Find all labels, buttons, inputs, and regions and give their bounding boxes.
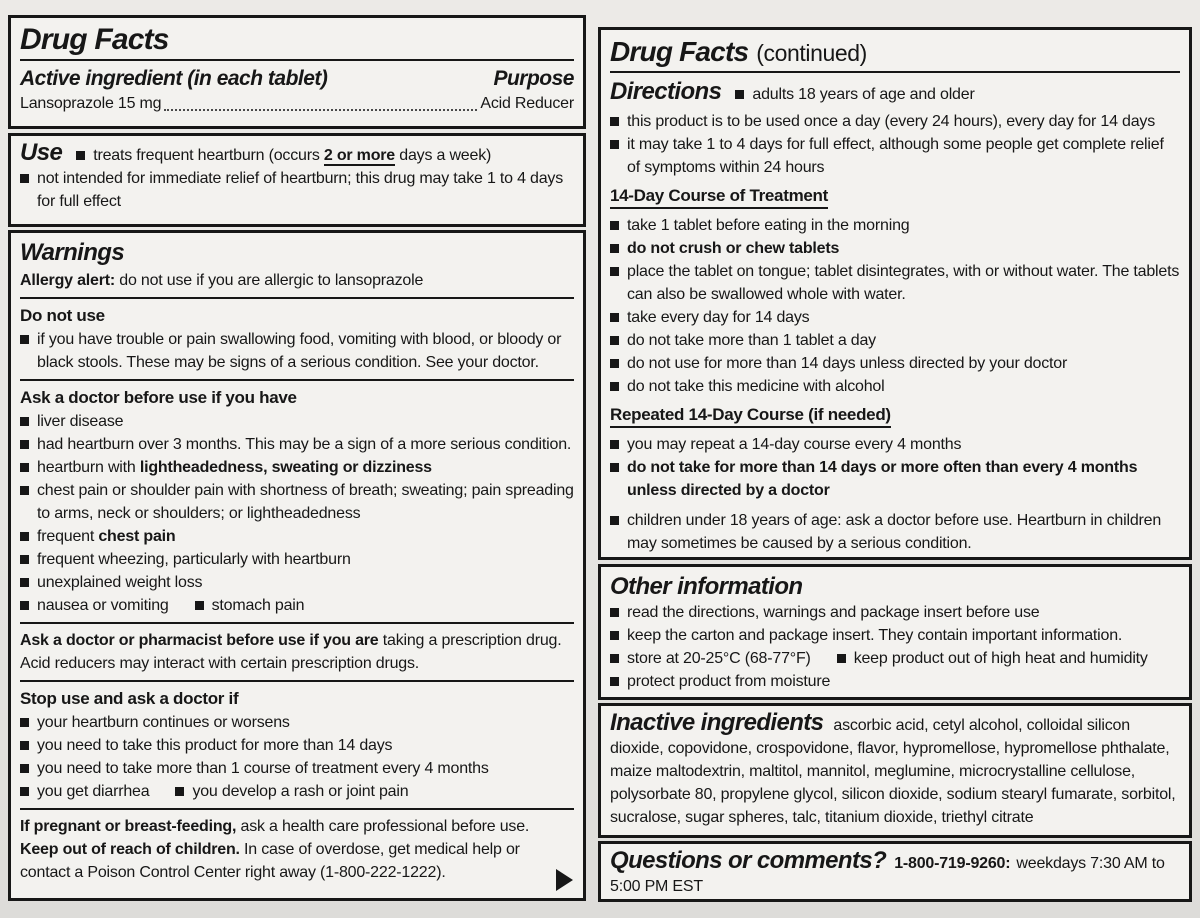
questions-paragraph bbox=[610, 849, 1180, 898]
list-item bbox=[610, 110, 1180, 133]
item-text: do not take more than 1 tablet a day bbox=[627, 332, 876, 349]
item-text: not intended for immediate relief of heartburn; this drug may take 1 to 4 days for full effect bbox=[37, 170, 564, 210]
emphasized-text: do not crush or chew tablets bbox=[627, 240, 840, 257]
item-text: if you have trouble or pain swallowing food, vomiting with blood, or bloody or black stools. These may be signs of a serious condition. See your doctor. bbox=[37, 331, 562, 371]
list-item bbox=[610, 433, 1180, 456]
other-information-box bbox=[598, 564, 1192, 700]
divider bbox=[20, 297, 574, 299]
list-item bbox=[610, 214, 1180, 237]
use-title: Use bbox=[20, 139, 63, 166]
directions-title: Directions bbox=[610, 78, 722, 105]
right-column bbox=[598, 27, 1192, 918]
bullet-square-icon bbox=[610, 359, 619, 368]
item-text: children under 18 years of age: ask a doctor before use. Heartburn in children may sometimes be caused by a serious condition. bbox=[627, 512, 1162, 552]
item-text: adults 18 years of age and older bbox=[752, 86, 975, 103]
list-item bbox=[20, 734, 574, 757]
bullet-square-icon bbox=[610, 516, 619, 525]
repeated-course-section bbox=[610, 398, 1180, 555]
list-item bbox=[20, 433, 574, 456]
ask-pharmacist-text: taking a prescription drug. Acid reducers may interact with certain prescription drugs. bbox=[20, 632, 562, 672]
item-text: you may repeat a 14-day course every 4 months bbox=[627, 436, 962, 453]
item-text: you get diarrhea bbox=[37, 783, 150, 800]
purpose-value: Acid Reducer bbox=[480, 95, 574, 112]
list-item bbox=[20, 456, 574, 479]
divider bbox=[20, 808, 574, 810]
item-text: protect product from moisture bbox=[627, 673, 831, 690]
bullet-square-icon bbox=[610, 608, 619, 617]
directions-box bbox=[598, 27, 1192, 560]
other-information-title: Other information bbox=[610, 573, 803, 600]
item-text: it may take 1 to 4 days for full effect, although some people get complete relief of symptoms within 24 hours bbox=[627, 136, 1164, 176]
divider bbox=[610, 71, 1180, 73]
bullet-square-icon bbox=[610, 382, 619, 391]
phone-number: 1-800-719-9260: bbox=[894, 855, 1011, 872]
bullet-square-icon bbox=[610, 463, 619, 472]
list-item bbox=[610, 624, 1180, 647]
bullet-square-icon bbox=[20, 764, 29, 773]
list-item bbox=[20, 757, 574, 780]
allergy-alert-label: Allergy alert: bbox=[20, 272, 116, 289]
bullet-square-icon bbox=[610, 117, 619, 126]
list-item-dual bbox=[20, 594, 574, 617]
allergy-alert-line bbox=[20, 269, 574, 292]
dotted-leader bbox=[164, 109, 477, 111]
item-text: do not take this medicine with alcohol bbox=[627, 378, 885, 395]
list-item bbox=[20, 711, 574, 734]
warnings-title: Warnings bbox=[20, 239, 125, 266]
bullet-square-icon bbox=[610, 336, 619, 345]
emphasized-text: 2 or more bbox=[323, 147, 396, 164]
item-text: you need to take more than 1 course of treatment every 4 months bbox=[37, 760, 489, 777]
bullet-square-icon bbox=[837, 654, 846, 663]
bullet-square-icon bbox=[610, 313, 619, 322]
pregnant-line bbox=[20, 815, 574, 838]
bullet-square-icon bbox=[195, 601, 204, 610]
list-item bbox=[610, 260, 1180, 306]
bullet-square-icon bbox=[20, 335, 29, 344]
item-text: liver disease bbox=[37, 413, 124, 430]
list-item bbox=[610, 509, 1180, 555]
item-text: unexplained weight loss bbox=[37, 574, 203, 591]
bullet-square-icon bbox=[610, 654, 619, 663]
ingredient-name: Lansoprazole 15 mg bbox=[20, 95, 162, 112]
keep-out-line bbox=[20, 838, 574, 884]
list-item bbox=[20, 548, 574, 571]
continue-arrow-icon bbox=[556, 869, 573, 891]
item-text: had heartburn over 3 months. This may be a sign of a more serious condition. bbox=[37, 436, 572, 453]
bullet-square-icon bbox=[20, 463, 29, 472]
bullet-square-icon bbox=[20, 486, 29, 495]
list-item bbox=[610, 329, 1180, 352]
inactive-ingredients-paragraph bbox=[610, 711, 1180, 829]
inactive-ingredients-text: ascorbic acid, cetyl alcohol, colloidal silicon dioxide, copovidone, crospovidone, flavor, hypromellose, hypromellose phthalate, maize maltodextrin, maltitol, mannitol, meglumine, microcrystalline cellulose, polysorbate 80, propylene glycol, silicon dioxide, sodium stearyl fumarate, sorbitol, sucralose, sugar spheres, talc, titanium dioxide, triethyl citrate bbox=[610, 717, 1176, 826]
active-ingredient-row bbox=[20, 65, 574, 92]
bullet-square-icon bbox=[20, 718, 29, 727]
list-item bbox=[20, 525, 574, 548]
item-text: keep product out of high heat and humidity bbox=[853, 650, 1148, 667]
item-text: treats frequent heartburn (occurs bbox=[93, 147, 324, 164]
bullet-square-icon bbox=[20, 440, 29, 449]
item-text: place the tablet on tongue; tablet disintegrates, with or without water. The tablets can also be swallowed whole with water. bbox=[627, 263, 1180, 303]
use-lead-line bbox=[20, 141, 574, 167]
bullet-square-icon bbox=[20, 601, 29, 610]
pregnant-heading: If pregnant or breast-feeding, bbox=[20, 818, 237, 835]
item-text: read the directions, warnings and package insert before use bbox=[627, 604, 1040, 621]
course14-heading: 14-Day Course of Treatment bbox=[610, 186, 828, 209]
ask-pharmacist-heading: Ask a doctor or pharmacist before use if you are bbox=[20, 632, 379, 649]
bullet-square-icon bbox=[610, 244, 619, 253]
item-text: chest pain or shoulder pain with shortness of breath; sweating; pain spreading to arms, neck or shoulders; or lightheadedness bbox=[37, 482, 574, 522]
list-item bbox=[610, 306, 1180, 329]
list-item-dual bbox=[610, 647, 1180, 670]
emphasized-text: chest pain bbox=[98, 528, 176, 545]
list-item bbox=[20, 167, 574, 213]
list-item bbox=[20, 328, 574, 374]
stop-use-heading: Stop use and ask a doctor if bbox=[20, 689, 239, 708]
bullet-square-icon bbox=[76, 151, 85, 160]
questions-box bbox=[598, 841, 1192, 902]
page-title: Drug Facts bbox=[20, 23, 169, 56]
bullet-square-icon bbox=[20, 787, 29, 796]
bullet-square-icon bbox=[610, 440, 619, 449]
repeated-course-heading: Repeated 14-Day Course (if needed) bbox=[610, 405, 891, 428]
item-text: take every day for 14 days bbox=[627, 309, 810, 326]
list-item bbox=[610, 133, 1180, 179]
bullet-square-icon bbox=[610, 631, 619, 640]
list-item bbox=[610, 237, 1180, 260]
bullet-square-icon bbox=[20, 578, 29, 587]
use-box bbox=[8, 133, 586, 227]
list-item bbox=[20, 479, 574, 525]
list-item bbox=[20, 571, 574, 594]
emphasized-text: do not take for more than 14 days or more often than every 4 months unless directed by a doctor bbox=[627, 459, 1138, 499]
bullet-square-icon bbox=[20, 417, 29, 426]
list-item bbox=[610, 352, 1180, 375]
pregnant-text: ask a health care professional before use. bbox=[236, 818, 530, 835]
bullet-square-icon bbox=[735, 90, 744, 99]
item-text: frequent bbox=[37, 528, 99, 545]
left-column bbox=[8, 15, 586, 918]
purpose-heading: Purpose bbox=[493, 67, 574, 90]
item-text: nausea or vomiting bbox=[37, 597, 169, 614]
questions-title: Questions or comments? bbox=[610, 847, 887, 874]
do-not-use-heading: Do not use bbox=[20, 306, 105, 325]
item-text: days a week) bbox=[395, 147, 492, 164]
ask-pharmacist-line bbox=[20, 629, 574, 675]
ask-doctor-heading: Ask a doctor before use if you have bbox=[20, 388, 297, 407]
divider bbox=[20, 59, 574, 61]
page-title-continued: Drug Facts bbox=[610, 36, 749, 67]
allergy-alert-text: do not use if you are allergic to lansoprazole bbox=[115, 272, 424, 289]
course14-section bbox=[610, 179, 1180, 398]
bullet-square-icon bbox=[175, 787, 184, 796]
continued-label: (continued) bbox=[756, 40, 867, 66]
directions-lead-line bbox=[610, 77, 1180, 110]
list-item bbox=[610, 456, 1180, 502]
divider bbox=[20, 680, 574, 682]
keep-out-text: In case of overdose, get medical help or contact a Poison Control Center right away (1-800-222-1222). bbox=[20, 841, 520, 881]
bullet-square-icon bbox=[610, 140, 619, 149]
item-text: take 1 tablet before eating in the morning bbox=[627, 217, 910, 234]
bullet-square-icon bbox=[20, 532, 29, 541]
item-text: do not use for more than 14 days unless directed by your doctor bbox=[627, 355, 1068, 372]
bullet-square-icon bbox=[610, 267, 619, 276]
warnings-box bbox=[8, 230, 586, 901]
drug-facts-header-box bbox=[8, 15, 586, 129]
item-text: keep the carton and package insert. They contain important information. bbox=[627, 627, 1123, 644]
item-text: heartburn with bbox=[37, 459, 140, 476]
bullet-square-icon bbox=[610, 677, 619, 686]
list-item bbox=[610, 670, 1180, 693]
item-text: this product is to be used once a day (every 24 hours), every day for 14 days bbox=[627, 113, 1156, 130]
active-ingredient-heading: Active ingredient (in each tablet) bbox=[20, 67, 328, 90]
inactive-ingredients-title: Inactive ingredients bbox=[610, 709, 824, 736]
divider bbox=[20, 622, 574, 624]
item-text: you develop a rash or joint pain bbox=[192, 783, 409, 800]
item-text: your heartburn continues or worsens bbox=[37, 714, 290, 731]
continued-title-row bbox=[610, 35, 1180, 69]
item-text: stomach pain bbox=[211, 597, 305, 614]
item-text: you need to take this product for more than 14 days bbox=[37, 737, 393, 754]
item-text: frequent wheezing, particularly with heartburn bbox=[37, 551, 351, 568]
divider bbox=[20, 379, 574, 381]
inactive-ingredients-box bbox=[598, 703, 1192, 838]
keep-out-heading: Keep out of reach of children. bbox=[20, 841, 240, 858]
list-item bbox=[610, 601, 1180, 624]
emphasized-text: lightheadedness, sweating or dizziness bbox=[139, 459, 432, 476]
phone-hours: weekdays 7:30 AM to 5:00 PM EST bbox=[610, 855, 1165, 895]
bullet-square-icon bbox=[20, 741, 29, 750]
bullet-square-icon bbox=[20, 555, 29, 564]
list-item-dual bbox=[20, 780, 574, 803]
list-item bbox=[610, 375, 1180, 398]
item-text: store at 20-25°C (68-77°F) bbox=[627, 650, 811, 667]
ingredient-leader-row bbox=[20, 92, 574, 115]
list-item bbox=[20, 410, 574, 433]
bullet-square-icon bbox=[610, 221, 619, 230]
bullet-square-icon bbox=[20, 174, 29, 183]
